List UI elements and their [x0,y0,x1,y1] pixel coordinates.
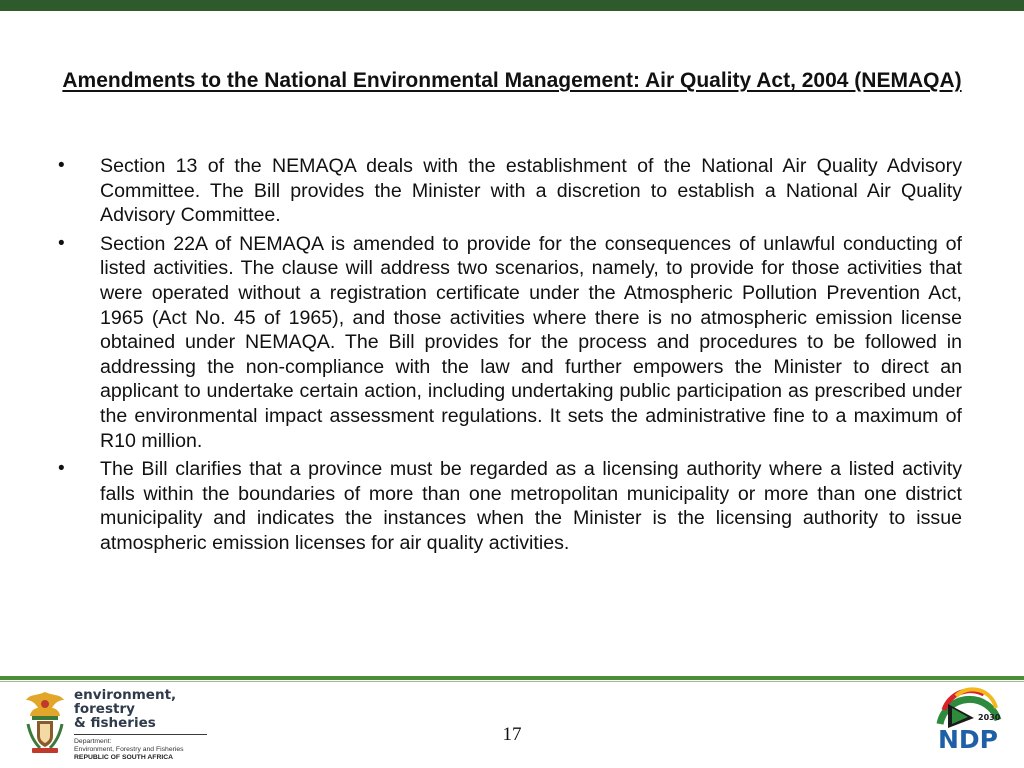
department-subtitle: Department: Environment, Forestry and Fisheries [74,738,184,753]
bullet-marker: • [58,232,65,254]
slide-title: Amendments to the National Environmental Management: Air Quality Act, 2004 (NEMAQA) [62,69,962,92]
top-green-bar [0,0,1024,11]
department-logo [18,687,218,761]
bullet-item-1 [54,154,962,228]
ndp-year: 2030 [978,713,1001,722]
bullet-item-2 [54,232,962,453]
ndp-2030-logo-icon [934,684,1004,752]
bullet-list [54,154,962,560]
bullet-item-3 [54,457,962,555]
department-rule [74,734,207,735]
sa-coat-of-arms-icon [22,690,68,754]
bullet-text: Section 22A of NEMAQA is amended to provide for the consequences of unlawful conducting of listed activities. The clause will address two scenarios, namely, to provide for those activities that were operated without a registration certificate under the Atmospheric Pollution Prevention Act, 1965 (Act No. 45 of 1965), and those activities where there is no atmospheric emission license obtained under NEMAQA. The Bill provides for the process and procedures to be followed in addressing the non-compliance with the law and further empowers the Minister to direct an applicant to undertake certain action, including undertaking public participation as prescribed under the environmental impact assessment regulations. It sets the administrative fine to a maximum of R10 million. [100,232,962,452]
bullet-marker: • [58,155,65,176]
footer-divider [0,676,1024,680]
department-country: REPUBLIC OF SOUTH AFRICA [74,754,174,761]
bullet-marker: • [58,458,65,480]
footer-divider-thin [0,681,1024,682]
bullet-text: The Bill clarifies that a province must be regarded as a licensing authority where a listed activity falls within the boundaries of more than one metropolitan municipality or more than one district municipality and indicates the instances when the Minister is the licensing authority to issue atmospheric emission licenses for air quality activities. [100,458,962,554]
bullet-text: Section 13 of the NEMAQA deals with the establishment of the National Air Quality Advisory Committee. The Bill provides the Minister with a discretion to establish a National Air Quality Advisory Committee. [100,155,962,227]
page-number: 17 [502,724,522,745]
ndp-text: NDP [938,725,998,752]
department-name: environment, forestry & fisheries [74,687,177,731]
